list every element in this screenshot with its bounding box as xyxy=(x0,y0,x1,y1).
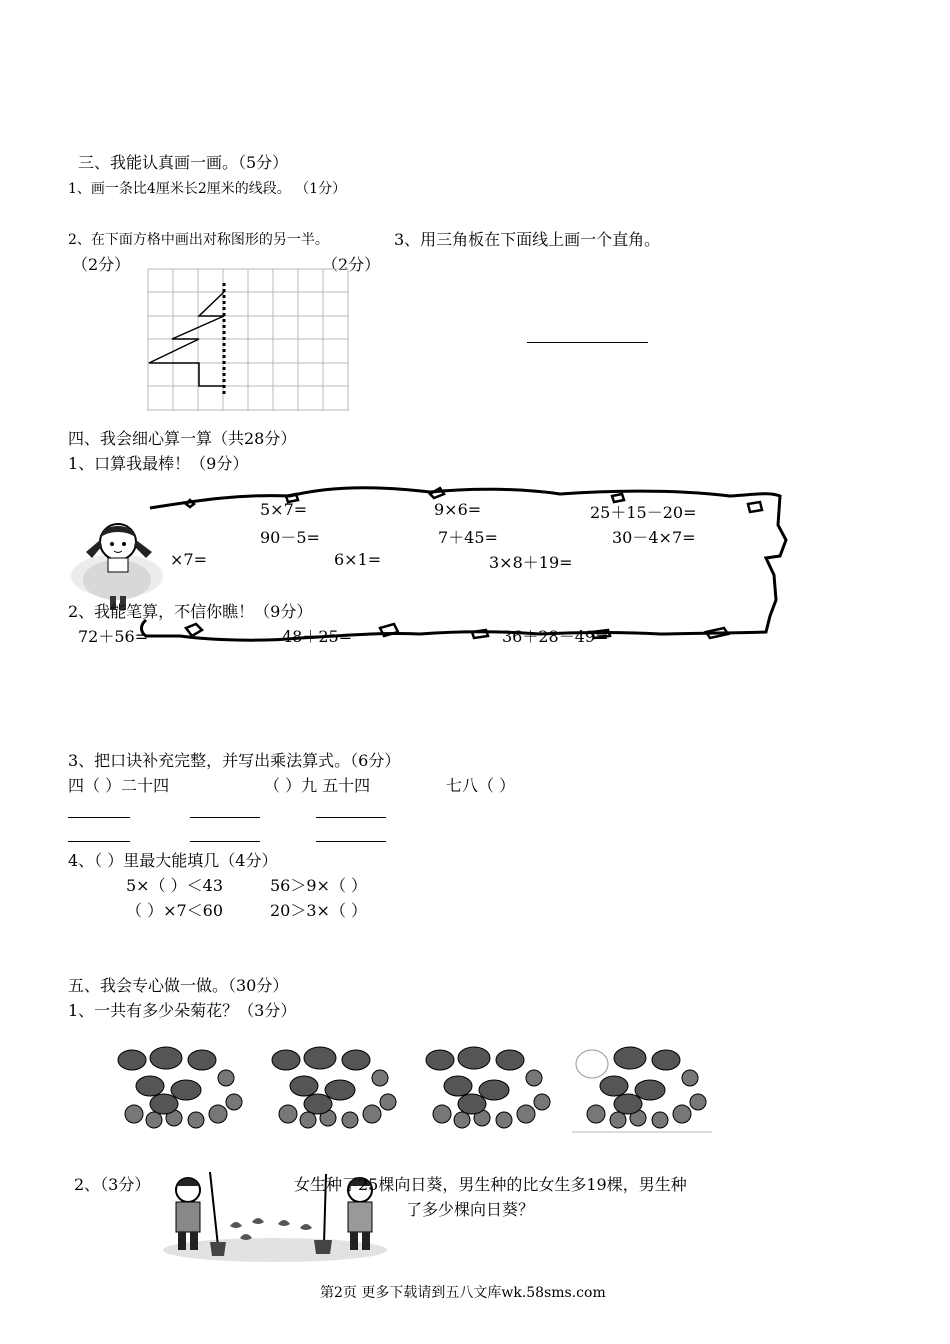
oral-r2-c3: 30－4×7= xyxy=(612,528,696,547)
oral-r2-c1: 90－5= xyxy=(260,528,320,547)
section5-title: 五、我会专心做一做。（30分） xyxy=(68,976,289,995)
oral-r3-c2: 6×1= xyxy=(334,550,382,569)
section4-q2: 2、我能笔算，不信你瞧！（9分） xyxy=(68,602,313,621)
section4-title: 四、我会细心算一算（共28分） xyxy=(68,429,297,448)
section3-q2-score: （2分） xyxy=(72,255,131,274)
oral-r1-c3: 25＋15－20= xyxy=(590,503,697,522)
answer-line xyxy=(190,817,260,818)
oral-r3-c3: 3×8＋19= xyxy=(489,553,573,572)
section3-title: 三、我能认真画一画。（5分） xyxy=(78,153,289,172)
fill-r1c1: 5×（ ）＜43 xyxy=(126,876,224,895)
section4-q4: 4、（ ）里最大能填几（4分） xyxy=(68,851,278,870)
answer-line xyxy=(316,841,386,842)
section3-q3: 3、用三角板在下面线上画一个直角。 xyxy=(394,230,661,249)
oral-r1-c2: 9×6= xyxy=(434,500,482,519)
section3-q1: 1、画一条比4厘米长2厘米的线段。 （1分） xyxy=(68,181,347,197)
fill-r1c2: 56＞9×（ ） xyxy=(270,876,368,895)
chrysanthemum-group-3 xyxy=(422,1046,552,1132)
section3-q3-score: （2分） xyxy=(322,255,381,274)
answer-line xyxy=(68,817,130,818)
oral-r2-c2: 7＋45= xyxy=(438,528,498,547)
section5-q2-label: 2、（3分） xyxy=(74,1175,151,1194)
section5-q2-text-line1: 女生种了25棵向日葵，男生种的比女生多19棵，男生种 xyxy=(294,1175,687,1194)
answer-line xyxy=(68,841,130,842)
fill-r2c2: 20＞3×（ ） xyxy=(270,901,368,920)
oral-r3-c1: ×7= xyxy=(170,550,207,569)
chrysanthemum-group-2 xyxy=(268,1046,398,1132)
written-1: 72＋56= xyxy=(78,627,149,646)
written-2: 48＋25= xyxy=(282,627,353,646)
oral-r1-c1: 5×7= xyxy=(260,500,308,519)
answer-line xyxy=(190,841,260,842)
section4-q3: 3、把口诀补充完整，并写出乘法算式。（6分） xyxy=(68,751,401,770)
section5-q2-text-line2: 了多少棵向日葵？ xyxy=(406,1200,535,1219)
fill-r2c1: （ ）×7＜60 xyxy=(126,901,224,920)
written-3: 36＋28－49= xyxy=(502,627,609,646)
section5-q1: 1、一共有多少朵菊花？（3分） xyxy=(68,1001,297,1020)
answer-line xyxy=(316,817,386,818)
koujue-2: （ ）九 五十四 xyxy=(264,776,371,795)
chrysanthemum-group-1 xyxy=(114,1046,244,1132)
section3-q2: 2、在下面方格中画出对称图形的另一半。 xyxy=(68,232,329,248)
section4-q1: 1、口算我最棒！（9分） xyxy=(68,454,249,473)
page-footer: 第2页 更多下载请到五八文库wk.58sms.com xyxy=(320,1285,606,1301)
chrysanthemum-group-4 xyxy=(572,1046,712,1134)
koujue-3: 七八（ ） xyxy=(446,776,516,795)
koujue-1: 四（ ）二十四 xyxy=(68,776,170,795)
